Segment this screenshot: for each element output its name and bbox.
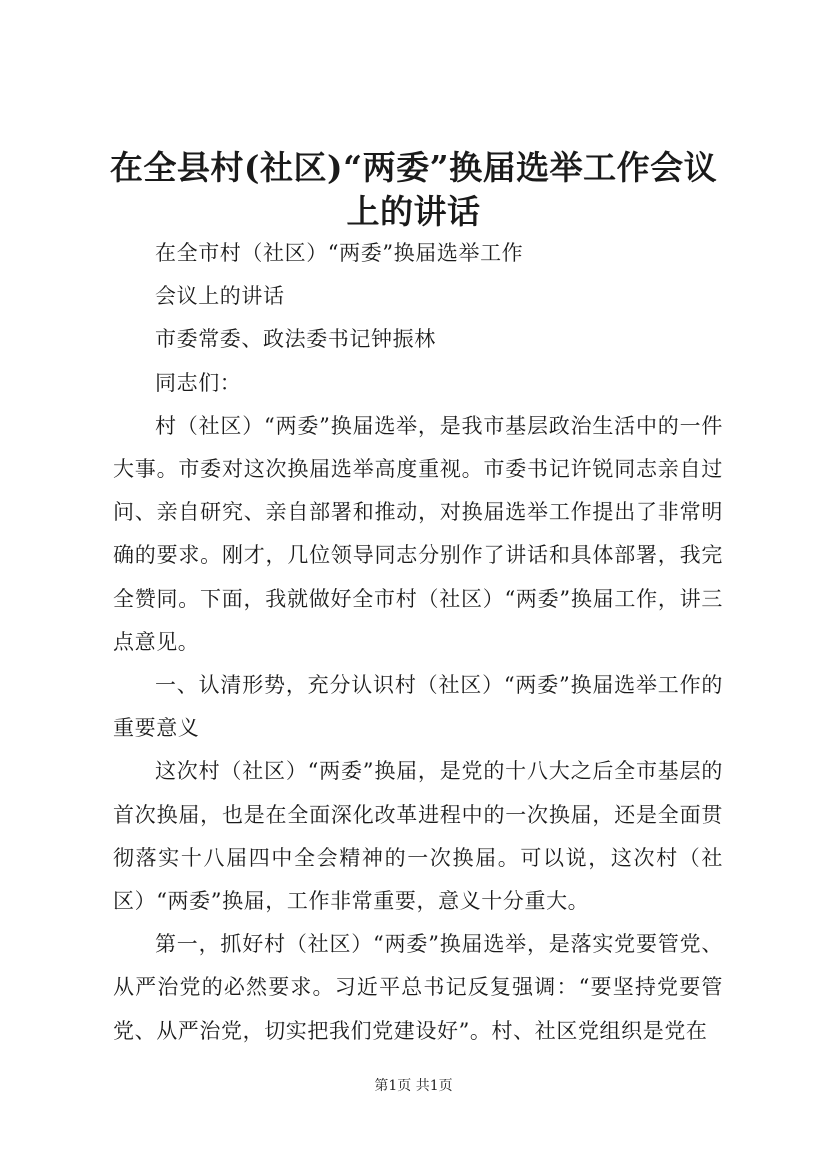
- paragraph: 这次村（社区）“两委”换届，是党的十八大之后全市基层的首次换届，也是在全面深化改革进程中的一次换届，还是全面贯彻落实十八届四中全会精神的一次换届。可以说，这次村（社区）“两委”换届，工作非常重要，意义十分重大。: [113, 759, 723, 914]
- document-title: 在全县村(社区)“两委”换届选举工作会议上的讲话: [109, 148, 718, 231]
- section-heading: 一、认清形势，充分认识村（社区）“两委”换届选举工作的重要意义: [113, 673, 723, 741]
- subtitle-line-1: 在全市村（社区）“两委”换届选举工作: [155, 241, 524, 265]
- salutation: 同志们：: [155, 370, 242, 395]
- speaker-line: 市委常委、政法委书记钟振林: [155, 327, 436, 352]
- document-body: [113, 232, 723, 1053]
- paragraph: 村（社区）“两委”换届选举，是我市基层政治生活中的一件大事。市委对这次换届选举高度重视。市委书记许锐同志亲自过问、亲自研究、亲自部署和推动，对换届选举工作提出了非常明确的要求。刚才，几位领导同志分别作了讲话和具体部署，我完全赞同。下面，我就做好全市村（社区）“两委”换届工作，讲三点意见。: [113, 413, 723, 654]
- subtitle-line-2: 会议上的讲话: [155, 284, 285, 309]
- page-footer: 第1页 共1页: [374, 1078, 453, 1094]
- paragraph: 第一，抓好村（社区）“两委”换届选举，是落实党要管党、从严治党的必然要求。习近平总书记反复强调：“要坚持党要管党、从严治党，切实把我们党建设好”。村、社区党组织是党在: [113, 932, 723, 1043]
